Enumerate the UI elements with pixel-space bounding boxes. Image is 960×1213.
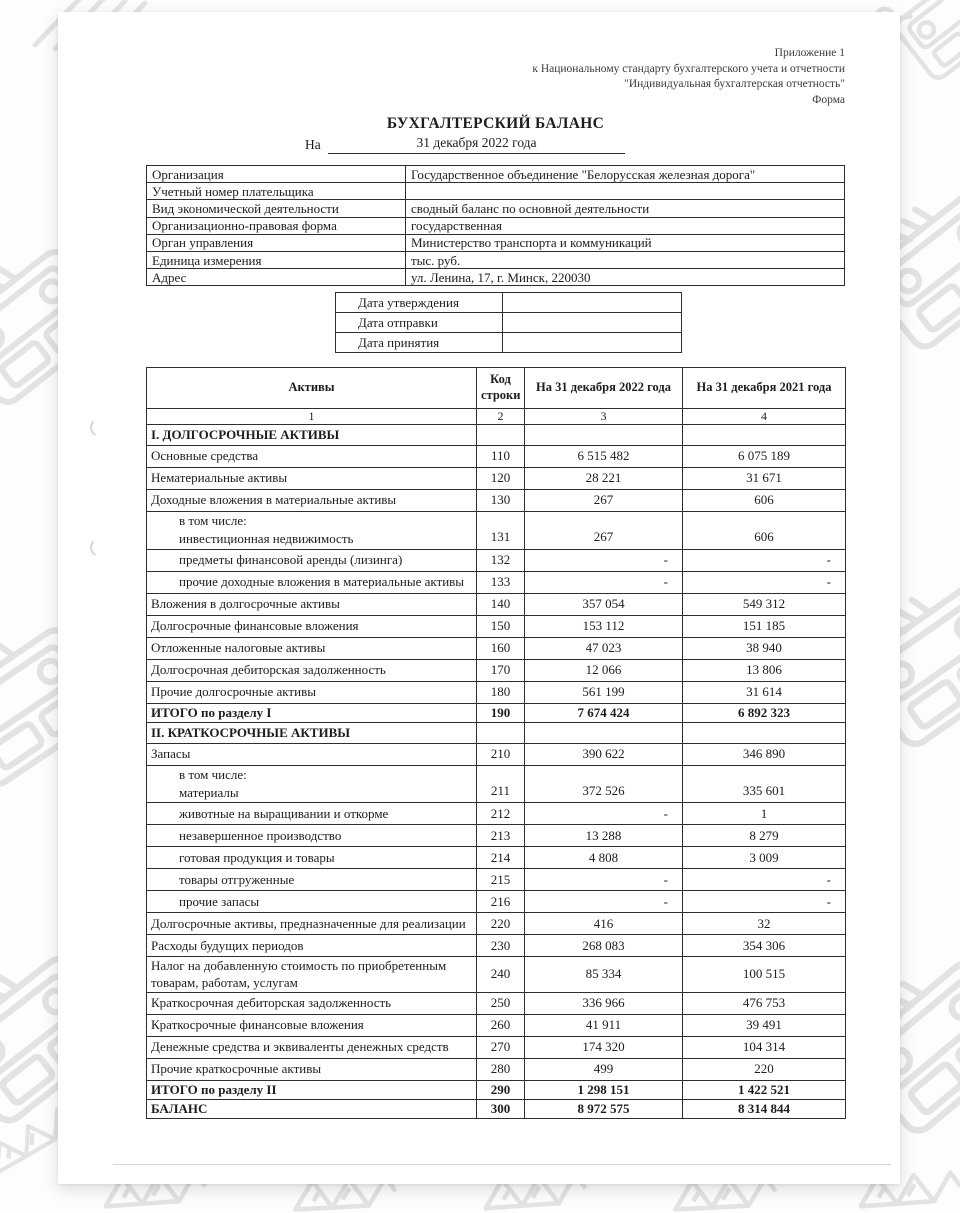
row-value-2022: 153 112: [525, 615, 683, 637]
row-label: [147, 765, 477, 803]
table-row: [147, 571, 846, 593]
table-row: [147, 869, 846, 891]
row-code: 110: [477, 446, 525, 468]
date-row-label: Дата утверждения: [336, 293, 503, 313]
row-value-2021: -: [683, 571, 846, 593]
row-code: 240: [477, 957, 525, 993]
row-label: Краткосрочная дебиторская задолженность: [147, 992, 477, 1014]
row-code: 133: [477, 571, 525, 593]
org-info-value: тыс. руб.: [406, 251, 845, 268]
row-value-2021: 104 314: [683, 1036, 846, 1058]
column-number-cell: 3: [525, 409, 683, 425]
table-row: [147, 743, 846, 765]
scan-artifact-mark: [89, 414, 118, 439]
header-note-line: к Национальному стандарту бухгалтерского учета и отчетности: [532, 62, 845, 75]
row-code: 230: [477, 935, 525, 957]
row-code: 214: [477, 847, 525, 869]
date-row: [336, 293, 682, 313]
row-value-2021: 606: [683, 490, 846, 512]
org-info-value: государственная: [406, 217, 845, 234]
column-number-row: [147, 409, 846, 425]
org-info-label: Организационно-правовая форма: [147, 217, 406, 234]
date-row-value: [503, 333, 682, 353]
row-code: 260: [477, 1014, 525, 1036]
page-title: БУХГАЛТЕРСКИЙ БАЛАНС: [386, 115, 605, 132]
table-row: [147, 825, 846, 847]
row-code: 120: [477, 468, 525, 490]
org-info-row: [147, 200, 845, 217]
row-value-2021: 151 185: [683, 615, 846, 637]
row-code: 280: [477, 1058, 525, 1080]
row-label: Доходные вложения в материальные активы: [147, 490, 477, 512]
row-code: 211: [477, 765, 525, 803]
table-row: [147, 765, 846, 803]
date-row-value: [503, 313, 682, 333]
row-value-2022: 267: [525, 512, 683, 550]
row-value-2022: 336 966: [525, 992, 683, 1014]
row-code: 220: [477, 913, 525, 935]
org-info-row: [147, 269, 845, 286]
section-header-row: [147, 722, 846, 743]
row-code: 180: [477, 681, 525, 703]
row-label: прочие доходные вложения в материальные активы: [147, 571, 477, 593]
row-value-2021: 32: [683, 913, 846, 935]
row-code: [477, 722, 525, 743]
org-info-row: [147, 251, 845, 268]
row-label: готовая продукция и товары: [147, 847, 477, 869]
balance-header-cell: На 31 декабря 2022 года: [525, 368, 683, 409]
row-code: 215: [477, 869, 525, 891]
row-value-2021: 6 075 189: [683, 446, 846, 468]
table-row: [147, 446, 846, 468]
organization-info-table: [146, 165, 845, 286]
row-label: Запасы: [147, 743, 477, 765]
org-info-value: Государственное объединение "Белорусская железная дорога": [406, 166, 845, 183]
date-row-value: [503, 293, 682, 313]
row-code: 250: [477, 992, 525, 1014]
row-code: [477, 425, 525, 446]
row-value-2021: 220: [683, 1058, 846, 1080]
table-row: [147, 468, 846, 490]
row-intro-text: в том числе:: [179, 766, 247, 782]
org-info-value: сводный баланс по основной деятельности: [406, 200, 845, 217]
row-label: Прочие краткосрочные активы: [147, 1058, 477, 1080]
row-value-2021: 1: [683, 803, 846, 825]
row-value-2021: 3 009: [683, 847, 846, 869]
row-label: товары отгруженные: [147, 869, 477, 891]
row-code: 150: [477, 615, 525, 637]
table-row: [147, 1100, 846, 1119]
row-label: Краткосрочные финансовые вложения: [147, 1014, 477, 1036]
row-value-2022: 41 911: [525, 1014, 683, 1036]
balance-header-cell: Активы: [147, 368, 477, 409]
table-row: [147, 703, 846, 722]
row-value-2022: 8 972 575: [525, 1100, 683, 1119]
row-value-2022: 499: [525, 1058, 683, 1080]
row-value-2021: 31 671: [683, 468, 846, 490]
table-row: [147, 1014, 846, 1036]
scan-artifact-mark: [89, 534, 118, 559]
row-code: 190: [477, 703, 525, 722]
table-row: [147, 681, 846, 703]
date-value: 31 декабря 2022 года: [328, 135, 625, 154]
row-value-2022: [525, 722, 683, 743]
row-code: 131: [477, 512, 525, 550]
org-info-value: Министерство транспорта и коммуникаций: [406, 234, 845, 251]
row-value-2021: [683, 425, 846, 446]
header-note-line: Форма: [812, 93, 845, 106]
row-value-2022: 357 054: [525, 593, 683, 615]
row-label: Долгосрочная дебиторская задолженность: [147, 659, 477, 681]
table-row: [147, 1058, 846, 1080]
row-value-2021: 335 601: [683, 765, 846, 803]
column-number-cell: 2: [477, 409, 525, 425]
table-row: [147, 512, 846, 550]
date-prefix: На: [305, 137, 321, 152]
org-info-row: [147, 234, 845, 251]
date-line: [146, 135, 845, 155]
row-value-2022: 1 298 151: [525, 1080, 683, 1099]
table-row: [147, 891, 846, 913]
row-value-2022: 372 526: [525, 765, 683, 803]
row-code: 270: [477, 1036, 525, 1058]
row-value-2021: 100 515: [683, 957, 846, 993]
table-row: [147, 490, 846, 512]
section-header-row: [147, 425, 846, 446]
row-label: прочие запасы: [147, 891, 477, 913]
table-row: [147, 803, 846, 825]
org-info-row: [147, 217, 845, 234]
balance-sheet-table: [146, 367, 846, 1119]
row-intro-text: в том числе:: [179, 513, 247, 528]
row-value-2022: -: [525, 891, 683, 913]
table-row: [147, 593, 846, 615]
row-value-2021: 39 491: [683, 1014, 846, 1036]
row-code: 290: [477, 1080, 525, 1099]
row-value-2021: 606: [683, 512, 846, 550]
row-value-2021: 1 422 521: [683, 1080, 846, 1099]
date-row-label: Дата принятия: [336, 333, 503, 353]
row-label-text: инвестиционная недвижимость: [179, 531, 354, 547]
row-value-2021: [683, 722, 846, 743]
row-value-2022: -: [525, 803, 683, 825]
row-label: Нематериальные активы: [147, 468, 477, 490]
org-info-label: Учетный номер плательщика: [147, 183, 406, 200]
row-code: 210: [477, 743, 525, 765]
table-row: [147, 957, 846, 993]
row-value-2022: 12 066: [525, 659, 683, 681]
row-value-2021: 346 890: [683, 743, 846, 765]
table-row: [147, 615, 846, 637]
row-value-2022: 267: [525, 490, 683, 512]
row-value-2021: 6 892 323: [683, 703, 846, 722]
table-row: [147, 935, 846, 957]
row-value-2022: 47 023: [525, 637, 683, 659]
org-info-label: Адрес: [147, 269, 406, 286]
org-info-label: Организация: [147, 166, 406, 183]
row-code: 300: [477, 1100, 525, 1119]
row-label: БАЛАНС: [147, 1100, 477, 1119]
header-note-line: "Индивидуальная бухгалтерская отчетность": [624, 78, 845, 90]
row-value-2022: 174 320: [525, 1036, 683, 1058]
row-value-2021: 38 940: [683, 637, 846, 659]
org-info-value: [406, 183, 845, 200]
row-label: II. КРАТКОСРОЧНЫЕ АКТИВЫ: [147, 722, 477, 743]
row-value-2022: 85 334: [525, 957, 683, 993]
row-value-2022: 6 515 482: [525, 446, 683, 468]
row-label: Денежные средства и эквиваленты денежных средств: [147, 1036, 477, 1058]
column-number-cell: 1: [147, 409, 477, 425]
row-code: 130: [477, 490, 525, 512]
balance-header-row: [147, 368, 846, 409]
table-row: [147, 992, 846, 1014]
date-row: [336, 313, 682, 333]
row-value-2022: 561 199: [525, 681, 683, 703]
org-info-row: [147, 166, 845, 183]
row-value-2021: 354 306: [683, 935, 846, 957]
row-value-2022: -: [525, 869, 683, 891]
document-page: [58, 12, 900, 1184]
row-label: Прочие долгосрочные активы: [147, 681, 477, 703]
row-code: 212: [477, 803, 525, 825]
row-value-2021: 549 312: [683, 593, 846, 615]
row-value-2022: 28 221: [525, 468, 683, 490]
row-value-2022: 13 288: [525, 825, 683, 847]
org-info-label: Орган управления: [147, 234, 406, 251]
row-label: Долгосрочные активы, предназначенные для реализации: [147, 913, 477, 935]
row-value-2021: 8 279: [683, 825, 846, 847]
row-value-2022: 4 808: [525, 847, 683, 869]
row-value-2021: 13 806: [683, 659, 846, 681]
row-value-2022: -: [525, 549, 683, 571]
row-code: 216: [477, 891, 525, 913]
row-value-2021: 8 314 844: [683, 1100, 846, 1119]
row-label: Вложения в долгосрочные активы: [147, 593, 477, 615]
org-info-value: ул. Ленина, 17, г. Минск, 220030: [406, 269, 845, 286]
table-row: [147, 1080, 846, 1099]
row-value-2022: -: [525, 571, 683, 593]
row-value-2022: 390 622: [525, 743, 683, 765]
header-note-line: Приложение 1: [774, 47, 845, 59]
row-label: ИТОГО по разделу II: [147, 1080, 477, 1099]
row-value-2021: -: [683, 869, 846, 891]
row-label: Отложенные налоговые активы: [147, 637, 477, 659]
row-code: 213: [477, 825, 525, 847]
balance-header-cell: Код строки: [477, 368, 525, 409]
row-value-2022: 416: [525, 913, 683, 935]
row-label: Расходы будущих периодов: [147, 935, 477, 957]
row-value-2021: 476 753: [683, 992, 846, 1014]
header-note: [146, 46, 845, 108]
org-info-label: Вид экономической деятельности: [147, 200, 406, 217]
row-label-text: материалы: [179, 785, 239, 800]
table-row: [147, 913, 846, 935]
dates-table: [335, 292, 682, 353]
row-label: животные на выращивании и откорме: [147, 803, 477, 825]
row-label: I. ДОЛГОСРОЧНЫЕ АКТИВЫ: [147, 425, 477, 446]
balance-header-cell: На 31 декабря 2021 года: [683, 368, 846, 409]
row-label: незавершенное производство: [147, 825, 477, 847]
date-row: [336, 333, 682, 353]
row-label: предметы финансовой аренды (лизинга): [147, 549, 477, 571]
row-value-2021: 31 614: [683, 681, 846, 703]
row-label: Основные средства: [147, 446, 477, 468]
row-code: 170: [477, 659, 525, 681]
table-row: [147, 1036, 846, 1058]
table-row: [147, 659, 846, 681]
row-value-2021: -: [683, 549, 846, 571]
org-info-label: Единица измерения: [147, 251, 406, 268]
row-label: ИТОГО по разделу I: [147, 703, 477, 722]
row-value-2021: -: [683, 891, 846, 913]
row-code: 132: [477, 549, 525, 571]
row-value-2022: [525, 425, 683, 446]
row-code: 160: [477, 637, 525, 659]
row-label: Долгосрочные финансовые вложения: [147, 615, 477, 637]
row-label: [147, 512, 477, 550]
scan-artifact-line: [113, 1164, 891, 1165]
row-label: Налог на добавленную стоимость по приобретенным товарам, работам, услугам: [147, 957, 477, 993]
table-row: [147, 847, 846, 869]
table-row: [147, 549, 846, 571]
table-row: [147, 637, 846, 659]
row-value-2022: 7 674 424: [525, 703, 683, 722]
date-row-label: Дата отправки: [336, 313, 503, 333]
column-number-cell: 4: [683, 409, 846, 425]
row-value-2022: 268 083: [525, 935, 683, 957]
row-code: 140: [477, 593, 525, 615]
org-info-row: [147, 183, 845, 200]
